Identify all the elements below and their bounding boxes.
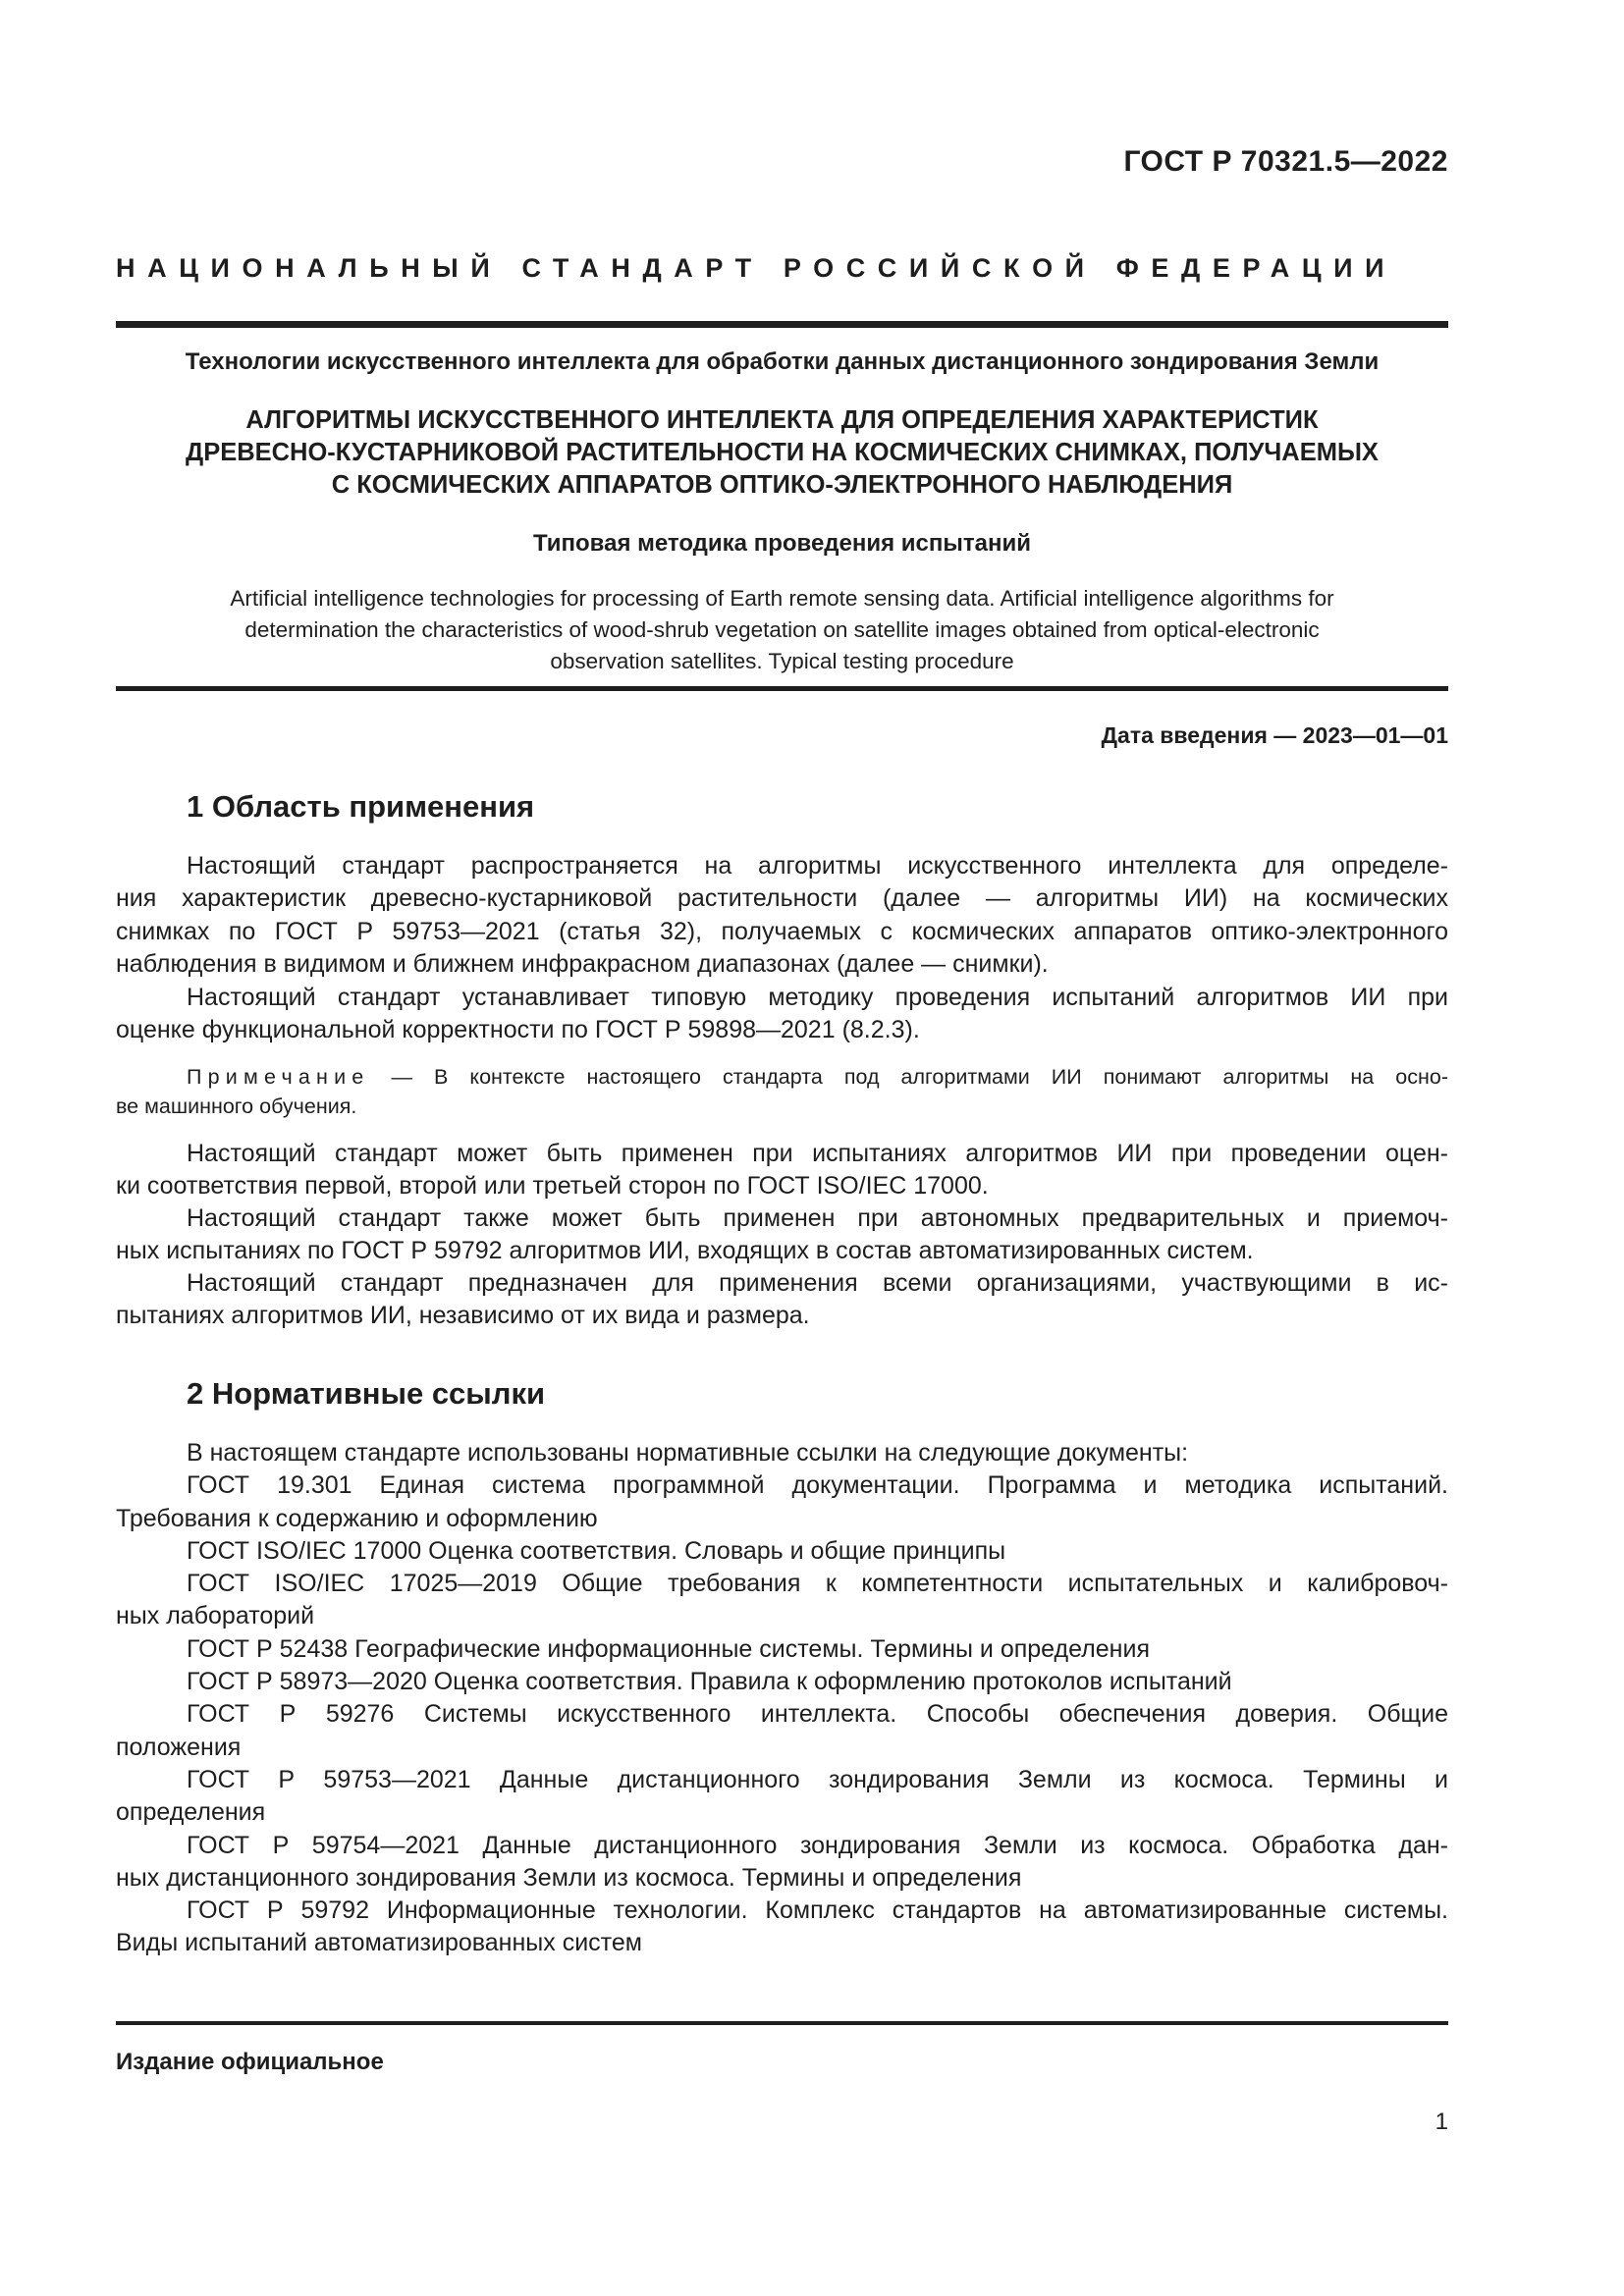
references-intro: В настоящем стандарте использованы нормативные ссылки на следующие документы: (187, 1439, 1189, 1467)
english-title-line: observation satellites. Typical testing procedure (550, 649, 1014, 673)
note-line: ве машинного обучения. (116, 1095, 357, 1118)
english-title (116, 583, 1448, 677)
header-divider (116, 321, 1448, 328)
section-1-heading: 1 Область применения (187, 789, 535, 824)
section-2-heading: 2 Нормативные ссылки (187, 1376, 546, 1411)
text-line: ки соответствия первой, второй или третьей сторон по ГОСТ ISO/IEC 17000. (116, 1172, 989, 1201)
section-1-paragraph-4 (116, 1202, 1448, 1268)
section-1-paragraph-2 (116, 982, 1448, 1047)
note-text: — В контексте настоящего стандарта под алгоритмами ИИ понимают алгоритмы на осно- (369, 1065, 1448, 1089)
reference-line: ГОСТ Р 59276 Системы искусственного интеллекта. Способы обеспечения доверия. Общие (187, 1700, 1448, 1729)
note (116, 1062, 1448, 1121)
reference-line: ГОСТ 19.301 Единая система программной документации. Программа и методика испытаний. (187, 1471, 1448, 1500)
text-line: оценке функциональной корректности по ГОСТ Р 59898—2021 (8.2.3). (116, 1016, 920, 1044)
text-line: Настоящий стандарт также может быть применен при автономных предварительных и приемоч- (187, 1204, 1448, 1232)
reference-line: ГОСТ Р 59792 Информационные технологии. Комплекс стандартов на автоматизированные системы. (187, 1896, 1448, 1925)
english-title-line: Artificial intelligence technologies for processing of Earth remote sensing data. Artificial intelligence algorithms for (230, 586, 1334, 611)
reference-line: ГОСТ Р 59753—2021 Данные дистанционного зондирования Земли из космоса. Термины и (187, 1765, 1448, 1793)
reference-line: ГОСТ ISO/IEC 17025—2019 Общие требования к компетентности испытательных и калибровоч- (187, 1570, 1448, 1598)
text-line: ных испытаниях по ГОСТ Р 59792 алгоритмов ИИ, входящих в состав автоматизированных систем. (116, 1237, 1254, 1265)
reference-line: ГОСТ Р 59754—2021 Данные дистанционного зондирования Земли из космоса. Обработка дан- (187, 1831, 1448, 1859)
reference-line: положения (116, 1733, 242, 1761)
reference-line: Виды испытаний автоматизированных систем (116, 1929, 642, 1957)
note-line (116, 1062, 1448, 1092)
introduction-date: Дата введения — 2023—01—01 (1101, 722, 1448, 748)
section-1-paragraph-1 (116, 850, 1448, 981)
main-title (116, 404, 1448, 502)
text-line: наблюдения в видимом и ближнем инфракрасном диапазонах (далее — снимки). (116, 949, 1049, 978)
main-title-line: С КОСМИЧЕСКИХ АППАРАТОВ ОПТИКО-ЭЛЕКТРОННОГО НАБЛЮДЕНИЯ (331, 471, 1233, 499)
references-list (116, 1437, 1448, 1960)
english-title-line: determination the characteristics of wood-shrub vegetation on satellite images obtained from optical-electronic (244, 617, 1320, 642)
reference-line: Требования к содержанию и оформлению (116, 1504, 598, 1532)
reference-line: ГОСТ ISO/IEC 17000 Оценка соответствия. Словарь и общие принципы (187, 1536, 1006, 1565)
text-line: пытаниях алгоритмов ИИ, независимо от их вида и размера. (116, 1302, 810, 1330)
text-line: Настоящий стандарт распространяется на алгоритмы искусственного интеллекта для определе- (187, 852, 1448, 880)
reference-line: ных дистанционного зондирования Земли из космоса. Термины и определения (116, 1863, 1022, 1892)
national-standard-title: НАЦИОНАЛЬНЫЙ СТАНДАРТ РОССИЙСКОЙ ФЕДЕРАЦИИ (116, 253, 1397, 283)
reference-line: ГОСТ Р 58973—2020 Оценка соответствия. Правила к оформлению протоколов испытаний (187, 1668, 1232, 1696)
reference-line: определения (116, 1798, 266, 1827)
text-line: снимках по ГОСТ Р 59753—2021 (статья 32), получаемых с космических аппаратов оптико-электронного (116, 917, 1448, 945)
text-line: Настоящий стандарт устанавливает типовую методику проведения испытаний алгоритмов ИИ при (187, 984, 1448, 1011)
document-subtitle: Типовая методика проведения испытаний (533, 530, 1031, 557)
page-number: 1 (1435, 2109, 1448, 2135)
reference-line: ных лабораторий (116, 1602, 315, 1630)
main-title-line: ДРЕВЕСНО-КУСТАРНИКОВОЙ РАСТИТЕЛЬНОСТИ НА КОСМИЧЕСКИХ СНИМКАХ, ПОЛУЧАЕМЫХ (186, 439, 1379, 466)
section-1-paragraph-3 (116, 1138, 1448, 1203)
text-line: Настоящий стандарт может быть применен при испытаниях алгоритмов ИИ при проведении оцен- (187, 1140, 1448, 1167)
title-divider (116, 686, 1448, 691)
series-title: Технологии искусственного интеллекта для обработки данных дистанционного зондирования Земли (185, 348, 1380, 375)
note-label: Примечание (187, 1065, 370, 1089)
official-edition-label: Издание официальное (116, 2049, 384, 2075)
text-line: ния характеристик древесно-кустарниковой растительности (далее — алгоритмы ИИ) на космических (116, 884, 1448, 913)
section-1-paragraph-5 (116, 1267, 1448, 1333)
text-line: Настоящий стандарт предназначен для применения всеми организациями, участвующими в ис- (187, 1269, 1448, 1297)
document-number: ГОСТ Р 70321.5—2022 (1123, 145, 1448, 178)
reference-line: ГОСТ Р 52438 Географические информационные системы. Термины и определения (187, 1634, 1150, 1663)
footer-divider (116, 2021, 1448, 2025)
main-title-line: АЛГОРИТМЫ ИСКУССТВЕННОГО ИНТЕЛЛЕКТА ДЛЯ ОПРЕДЕЛЕНИЯ ХАРАКТЕРИСТИК (245, 406, 1319, 434)
